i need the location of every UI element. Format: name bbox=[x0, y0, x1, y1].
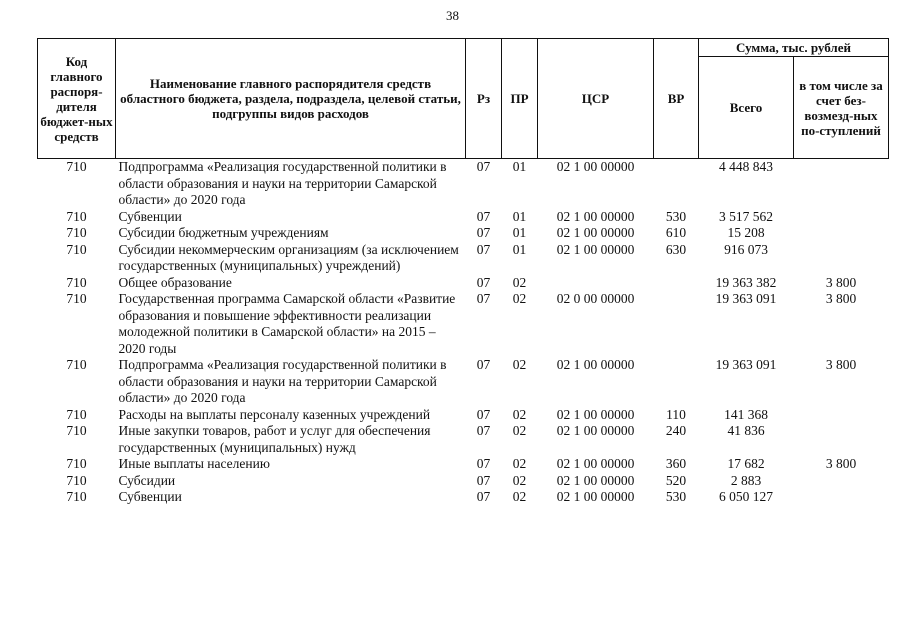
cell-total: 17 682 bbox=[727, 456, 765, 471]
cell-csr: 02 1 00 00000 bbox=[556, 208, 635, 224]
header-pr: ПР bbox=[502, 39, 538, 159]
cell-name: Государственная программа Самарской области «Развитие образования и повышение эффективности реализации молодежной политики в Самарской области» на 2015 – 2020 годы bbox=[118, 291, 456, 356]
cell-free bbox=[794, 407, 889, 424]
cell-vr: 240 bbox=[665, 423, 687, 438]
cell-vr bbox=[654, 291, 699, 357]
cell-name: Расходы на выплаты персоналу казенных учреждений bbox=[118, 406, 431, 422]
cell-csr: 02 1 00 00000 bbox=[556, 489, 635, 504]
cell-rz: 07 bbox=[476, 489, 491, 504]
cell-free bbox=[794, 225, 889, 242]
cell-rz: 07 bbox=[476, 472, 491, 488]
cell-code: 710 bbox=[66, 274, 87, 290]
table-row bbox=[38, 242, 889, 275]
cell-free bbox=[794, 489, 889, 506]
cell-total: 916 073 bbox=[724, 241, 768, 257]
cell-total: 19 363 091 bbox=[715, 357, 777, 372]
cell-vr: 610 bbox=[665, 225, 687, 240]
table-header bbox=[38, 39, 889, 159]
cell-name: Субвенции bbox=[118, 208, 182, 224]
header-code: Код главного распоря-дителя бюджет-ных средств bbox=[38, 39, 116, 159]
cell-csr: 02 1 00 00000 bbox=[556, 225, 635, 240]
table-row bbox=[38, 489, 889, 506]
cell-vr: 520 bbox=[665, 472, 687, 488]
cell-pr: 02 bbox=[512, 291, 527, 306]
cell-pr: 02 bbox=[512, 472, 527, 488]
cell-name: Общее образование bbox=[118, 274, 232, 290]
cell-name: Подпрограмма «Реализация государственной политики в области образования и науки на территории Самарской области» до 2020 года bbox=[118, 357, 447, 405]
cell-free bbox=[794, 209, 889, 226]
cell-free bbox=[794, 473, 889, 490]
table-row bbox=[38, 473, 889, 490]
cell-rz: 07 bbox=[476, 225, 491, 240]
cell-pr: 01 bbox=[512, 208, 527, 224]
cell-code: 710 bbox=[66, 423, 87, 438]
cell-pr: 02 bbox=[512, 274, 527, 290]
table-row bbox=[38, 456, 889, 473]
cell-vr bbox=[654, 159, 699, 209]
cell-csr: 02 1 00 00000 bbox=[556, 456, 635, 471]
cell-csr: 02 0 00 00000 bbox=[556, 291, 635, 306]
cell-rz: 07 bbox=[476, 456, 491, 471]
cell-code: 710 bbox=[66, 291, 87, 306]
cell-code: 710 bbox=[66, 406, 87, 422]
table-row bbox=[38, 225, 889, 242]
cell-total: 2 883 bbox=[730, 472, 762, 488]
cell-free: 3 800 bbox=[825, 456, 857, 471]
cell-pr: 01 bbox=[512, 225, 527, 240]
cell-rz: 07 bbox=[476, 159, 491, 174]
cell-rz: 07 bbox=[476, 406, 491, 422]
cell-total: 19 363 091 bbox=[715, 291, 777, 306]
cell-name: Иные закупки товаров, работ и услуг для обеспечения государственных (муниципальных) нужд bbox=[118, 423, 431, 455]
cell-free: 3 800 bbox=[825, 274, 857, 290]
cell-free: 3 800 bbox=[825, 357, 857, 372]
cell-code: 710 bbox=[66, 456, 87, 471]
table-row bbox=[38, 357, 889, 407]
cell-vr: 530 bbox=[665, 208, 687, 224]
cell-pr: 01 bbox=[512, 241, 527, 257]
page-number: 38 bbox=[446, 8, 459, 23]
table-row bbox=[38, 275, 889, 292]
cell-csr: 02 1 00 00000 bbox=[556, 406, 635, 422]
header-free: в том числе за счет без-возмезд-ных по-ступлений bbox=[794, 57, 889, 159]
cell-code: 710 bbox=[66, 489, 87, 504]
cell-total: 141 368 bbox=[724, 406, 768, 422]
cell-vr bbox=[654, 275, 699, 292]
cell-vr: 360 bbox=[665, 456, 687, 471]
cell-pr: 02 bbox=[512, 406, 527, 422]
cell-rz: 07 bbox=[476, 291, 491, 306]
header-name: Наименование главного распорядителя средств областного бюджета, раздела, подраздела, целевой статьи, подгруппы видов расходов bbox=[116, 39, 466, 159]
cell-name: Субвенции bbox=[118, 489, 182, 504]
cell-csr bbox=[538, 275, 654, 292]
cell-free bbox=[794, 242, 889, 275]
cell-name: Субсидии bbox=[118, 472, 176, 488]
header-sum: Сумма, тыс. рублей bbox=[699, 39, 889, 57]
cell-code: 710 bbox=[66, 208, 87, 224]
cell-csr: 02 1 00 00000 bbox=[556, 241, 635, 257]
cell-total: 19 363 382 bbox=[715, 274, 777, 290]
cell-free bbox=[794, 423, 889, 456]
cell-name: Иные выплаты населению bbox=[118, 456, 270, 471]
cell-rz: 07 bbox=[476, 208, 491, 224]
cell-total: 6 050 127 bbox=[719, 489, 773, 504]
cell-total: 15 208 bbox=[727, 225, 765, 240]
header-vr: ВР bbox=[654, 39, 699, 159]
budget-table bbox=[37, 38, 889, 506]
table-row bbox=[38, 407, 889, 424]
cell-vr bbox=[654, 357, 699, 407]
cell-rz: 07 bbox=[476, 357, 491, 372]
cell-rz: 07 bbox=[476, 241, 491, 257]
cell-code: 710 bbox=[66, 159, 87, 174]
cell-code: 710 bbox=[66, 472, 87, 488]
cell-vr: 110 bbox=[666, 406, 686, 422]
cell-csr: 02 1 00 00000 bbox=[556, 159, 635, 174]
cell-total: 41 836 bbox=[727, 423, 765, 438]
cell-rz: 07 bbox=[476, 274, 491, 290]
table-row bbox=[38, 291, 889, 357]
cell-pr: 02 bbox=[512, 423, 527, 438]
header-total: Всего bbox=[699, 57, 794, 159]
cell-free bbox=[794, 159, 889, 209]
cell-rz: 07 bbox=[476, 423, 491, 438]
cell-name: Субсидии некоммерческим организациям (за исключением государственных (муниципальных) учреждений) bbox=[118, 241, 459, 273]
cell-free: 3 800 bbox=[825, 291, 857, 306]
cell-total: 4 448 843 bbox=[719, 159, 773, 174]
header-csr: ЦСР bbox=[538, 39, 654, 159]
cell-vr: 630 bbox=[665, 241, 687, 257]
cell-pr: 02 bbox=[512, 489, 527, 504]
cell-pr: 02 bbox=[512, 357, 527, 372]
cell-csr: 02 1 00 00000 bbox=[556, 472, 635, 488]
cell-csr: 02 1 00 00000 bbox=[556, 357, 635, 372]
cell-csr: 02 1 00 00000 bbox=[556, 423, 635, 438]
cell-total: 3 517 562 bbox=[719, 208, 773, 224]
cell-pr: 01 bbox=[512, 159, 527, 174]
table-body bbox=[38, 159, 889, 506]
cell-code: 710 bbox=[66, 225, 87, 240]
table-row bbox=[38, 159, 889, 209]
cell-code: 710 bbox=[66, 357, 87, 372]
cell-code: 710 bbox=[66, 241, 87, 257]
cell-name: Субсидии бюджетным учреждениям bbox=[118, 225, 329, 240]
header-rz: Рз bbox=[466, 39, 502, 159]
table-row bbox=[38, 209, 889, 226]
cell-vr: 530 bbox=[665, 489, 687, 504]
cell-name: Подпрограмма «Реализация государственной политики в области образования и науки на территории Самарской области» до 2020 года bbox=[118, 159, 447, 207]
table-row bbox=[38, 423, 889, 456]
cell-pr: 02 bbox=[512, 456, 527, 471]
